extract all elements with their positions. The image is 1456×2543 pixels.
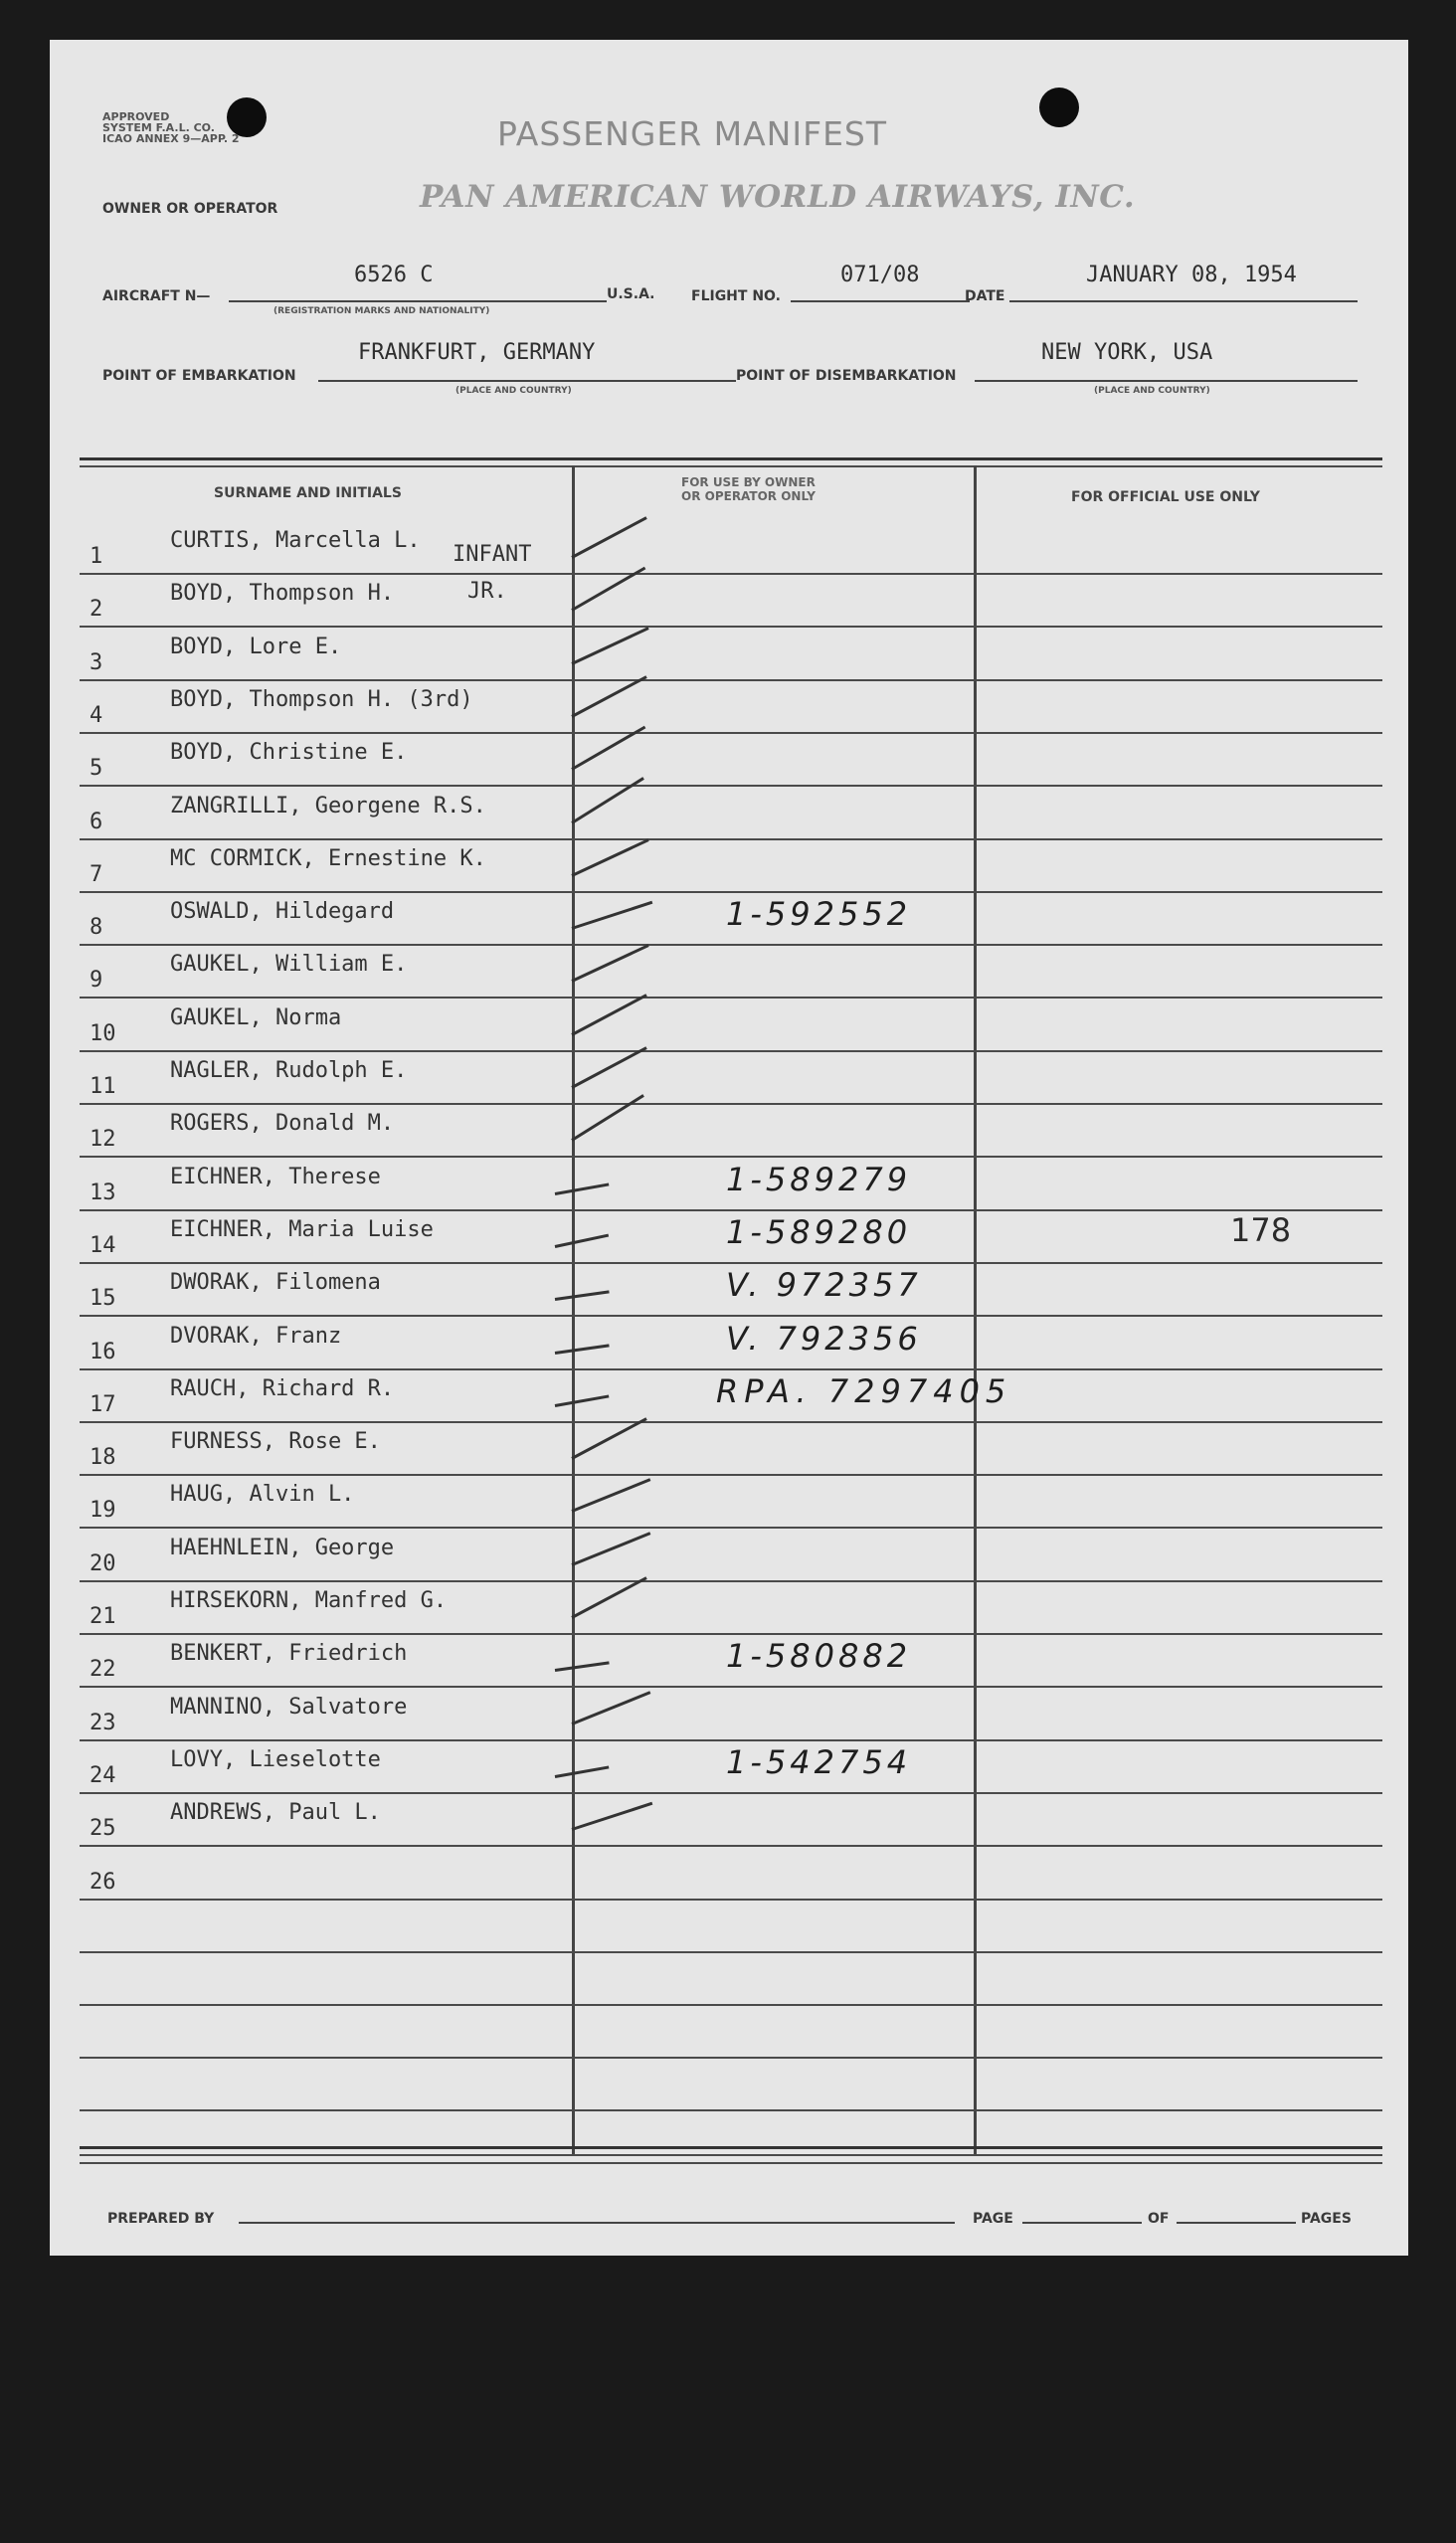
passenger-row [80,1318,1382,1370]
passenger-name: DWORAK, Filomena [170,1270,381,1296]
visa-number: 1-589279 [726,1160,912,1198]
row-number: 6 [90,809,103,834]
check-mark [555,1662,610,1673]
passenger-name: GAUKEL, William E. [170,952,408,978]
disembarkation-value: NEW YORK, USA [1041,340,1213,365]
check-mark [571,1479,650,1514]
passenger-row [80,1848,1382,1901]
row-number: 2 [90,597,103,623]
visa-number: 1-542754 [726,1742,912,1781]
check-mark [571,1691,650,1726]
of-rule [1177,2222,1296,2224]
passenger-name: DVORAK, Franz [170,1323,342,1349]
prepared-by-rule [239,2222,955,2224]
row-number: 11 [90,1074,116,1099]
passenger-row [80,1794,1382,1847]
passenger-row [80,788,1382,840]
check-mark [555,1765,610,1778]
row-number: 4 [90,702,103,728]
passenger-row [80,1530,1382,1582]
check-mark [555,1394,610,1407]
passenger-row [80,1052,1382,1105]
row-number: 12 [90,1127,116,1153]
aircraft-value: 6526 C [354,263,434,287]
embarkation-value: FRANKFURT, GERMANY [358,340,596,365]
check-mark [571,1532,650,1566]
embarkation-label: POINT OF EMBARKATION [102,368,296,384]
date-value: JANUARY 08, 1954 [1086,263,1297,287]
check-mark [571,1576,646,1619]
passenger-name: MANNINO, Salvatore [170,1694,408,1720]
row-number: 15 [90,1286,116,1312]
row-number: 21 [90,1604,116,1629]
owner-label: OWNER OR OPERATOR [102,201,278,217]
passenger-annotation: INFANT [453,542,532,567]
row-number: 19 [90,1498,116,1524]
row-number: 22 [90,1657,116,1683]
row-number: 20 [90,1550,116,1576]
passenger-row [80,681,1382,734]
disembarkation-rule [975,380,1358,382]
row-number: 13 [90,1180,116,1205]
check-mark [555,1291,610,1302]
passenger-row [80,1741,1382,1794]
nationality-label: U.S.A. [607,286,655,302]
check-mark [571,994,646,1036]
passenger-name: ANDREWS, Paul L. [170,1800,381,1826]
passenger-name: ZANGRILLI, Georgene R.S. [170,793,486,818]
surname-header: SURNAME AND INITIALS [214,485,402,501]
blank-row-rule [80,2109,1382,2111]
visa-number: 1-592552 [726,895,912,934]
row-rule [80,1899,1382,1901]
passenger-name: GAUKEL, Norma [170,1004,342,1030]
place-caption-disembark: (PLACE AND COUNTRY) [1094,386,1210,396]
passenger-row [80,893,1382,946]
row-number: 18 [90,1445,116,1471]
row-number: 10 [90,1020,116,1046]
row-number: 24 [90,1762,116,1788]
passenger-name: BOYD, Christine E. [170,740,408,766]
check-mark [571,675,646,718]
check-mark [555,1344,610,1355]
passenger-row [80,946,1382,999]
aircraft-label: AIRCRAFT N— [102,288,211,304]
check-mark [571,1046,646,1089]
passenger-row [80,1423,1382,1476]
passenger-row [80,1689,1382,1741]
row-number: 1 [90,544,103,569]
manifest-sheet [50,40,1408,2256]
of-label: OF [1148,2211,1170,2227]
flight-value: 071/08 [840,263,920,287]
passenger-name: EICHNER, Maria Luise [170,1216,434,1242]
passenger-name: FURNESS, Rose E. [170,1429,381,1455]
blank-row-rule [80,1951,1382,1953]
embarkation-rule [318,380,736,382]
passenger-row [80,1476,1382,1529]
passenger-row [80,1264,1382,1317]
passenger-row [80,999,1382,1052]
row-number: 7 [90,861,103,887]
passenger-row [80,1582,1382,1635]
passenger-name: NAGLER, Rudolph E. [170,1058,408,1083]
date-rule [1009,300,1358,302]
passenger-row [80,1211,1382,1264]
passenger-name: LOVY, Lieselotte [170,1746,381,1772]
row-number: 8 [90,915,103,941]
visa-number: RPA. 7297405 [716,1371,1012,1410]
form-title: PASSENGER MANIFEST [497,114,888,153]
check-mark [571,627,648,665]
flight-rule [791,300,970,302]
row-number: 23 [90,1710,116,1735]
aircraft-rule [229,300,607,302]
passenger-name: HAEHNLEIN, George [170,1535,395,1560]
page-label: PAGE [973,2211,1013,2227]
row-number: 3 [90,649,103,675]
passenger-name: BENKERT, Friedrich [170,1641,408,1667]
passenger-name: EICHNER, Therese [170,1164,381,1189]
passenger-row [80,1635,1382,1688]
table-bottom-rule-2 [80,2154,1382,2156]
blank-row-rule [80,2162,1382,2164]
punch-hole-right [1039,88,1079,127]
passenger-name: HAUG, Alvin L. [170,1482,355,1508]
table-bottom-rule [80,2146,1382,2149]
row-number: 5 [90,756,103,782]
passenger-name: OSWALD, Hildegard [170,899,395,925]
check-mark [571,516,646,559]
company-name: PAN AMERICAN WORLD AIRWAYS, INC. [420,179,1136,215]
visa-number: 1-580882 [726,1637,912,1676]
official-use-header: FOR OFFICIAL USE ONLY [1071,489,1260,505]
check-mark [555,1233,609,1247]
blank-row-rule [80,2057,1382,2059]
passenger-row [80,1370,1382,1423]
visa-number: 1-589280 [726,1212,912,1251]
row-number: 14 [90,1232,116,1258]
check-mark [571,838,648,877]
check-mark [572,901,653,930]
passenger-row [80,522,1382,575]
table-top-rule-2 [80,465,1382,467]
passenger-name: BOYD, Thompson H. [170,581,395,607]
row-number: 9 [90,968,103,994]
passenger-name: RAUCH, Richard R. [170,1375,395,1401]
flight-label: FLIGHT NO. [691,288,781,304]
row-number: 16 [90,1339,116,1364]
visa-number: V. 792356 [726,1319,922,1358]
passenger-name: BOYD, Lore E. [170,634,342,659]
passenger-row [80,840,1382,893]
passenger-row [80,575,1382,628]
registration-caption: (REGISTRATION MARKS AND NATIONALITY) [273,306,490,316]
check-mark [571,1417,646,1460]
passenger-row [80,629,1382,681]
date-label: DATE [965,288,1005,304]
approval-note: APPROVED SYSTEM F.A.L. CO. ICAO ANNEX 9—APP. 2 [102,110,240,145]
check-mark [555,1182,610,1195]
passenger-name: BOYD, Thompson H. (3rd) [170,686,473,712]
row-number: 17 [90,1391,116,1417]
check-mark [571,945,648,984]
owner-use-header-2: OR OPERATOR ONLY [681,489,816,503]
passenger-row [80,1159,1382,1211]
blank-row-rule [80,2004,1382,2006]
passenger-row [80,734,1382,787]
passenger-annotation: JR. [467,579,507,605]
place-caption-embark: (PLACE AND COUNTRY) [455,386,572,396]
passenger-name: MC CORMICK, Ernestine K. [170,845,486,871]
prepared-by-label: PREPARED BY [107,2211,215,2227]
disembarkation-label: POINT OF DISEMBARKATION [736,368,957,384]
passenger-name: HIRSEKORN, Manfred G. [170,1588,448,1613]
page-rule [1022,2222,1142,2224]
official-entry: 178 [1230,1210,1292,1249]
table-top-rule [80,457,1382,460]
check-mark [572,1802,653,1831]
passenger-name: ROGERS, Donald M. [170,1111,395,1137]
passenger-name: CURTIS, Marcella L. [170,528,421,553]
owner-use-header-1: FOR USE BY OWNER [681,475,816,489]
row-number: 26 [90,1869,116,1895]
pages-label: PAGES [1301,2211,1352,2227]
passenger-row [80,1105,1382,1158]
row-number: 25 [90,1816,116,1842]
visa-number: V. 972357 [726,1266,922,1305]
